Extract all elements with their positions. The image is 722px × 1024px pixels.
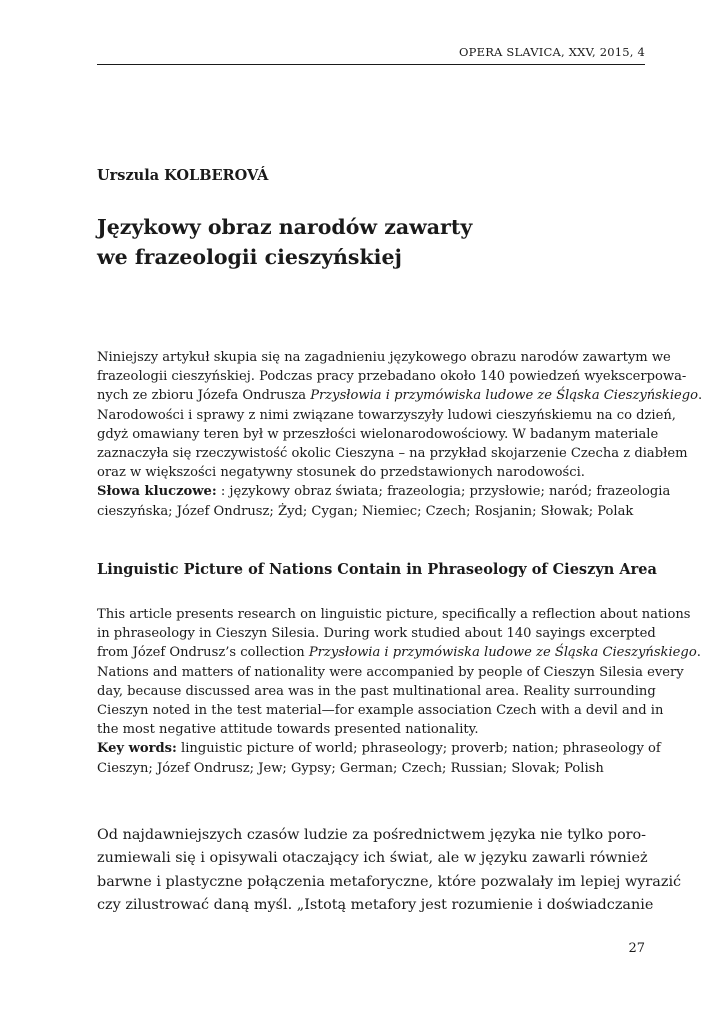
abstract-line [97, 643, 701, 662]
abstract-english [97, 605, 701, 778]
abstract-line: Narodowości i sprawy z nimi związane towarzyszyły ludowi cieszyńskiemu na co dzień, [97, 407, 676, 423]
abstract-line: the most negative attitude towards presented nationality. [97, 722, 479, 738]
title-line: Językowy obraz narodów zawarty [97, 215, 473, 239]
abstract-line: frazeologii cieszyńskiej. Podczas pracy przebadano około 140 powiedzeń wyekscerpowa- [97, 369, 687, 385]
body-line: barwne i plastyczne połączenia metaforyczne, które pozwalały im lepiej wyrazić [97, 873, 682, 890]
abstract-line: zaznaczyła się rzeczywistość okolic Cieszyna – na przykład skojarzenie Czecha z diabłem [97, 446, 688, 462]
page-number: 27 [628, 941, 645, 956]
document-page [97, 0, 703, 1024]
body-line: czy zilustrować daną myśl. „Istotą metafory jest rozumienie i doświadczanie [97, 896, 654, 913]
abstract-line: gdyż omawiany teren był w przeszłości wielonarodowościowy. W badanym materiale [97, 426, 659, 442]
keywords-line [97, 482, 671, 501]
abstract-line [97, 386, 703, 405]
title-line: we frazeologii cieszyńskiej [97, 245, 402, 269]
header-rule [97, 64, 645, 65]
abstract-line: Cieszyn noted in the test material—for example association Czech with a devil and in [97, 703, 664, 719]
english-title: Linguistic Picture of Nations Contain in Phraseology of Cieszyn Area [97, 561, 657, 578]
abstract-text: from Józef Ondrusz’s collection [97, 645, 309, 661]
keywords-line [97, 739, 661, 758]
body-paragraph [97, 824, 682, 917]
article-title [97, 212, 472, 272]
abstract-text: nych ze zbioru Józefa Ondrusza [97, 388, 311, 404]
keywords-text: linguistic picture of world; phraseology; proverb; nation; phraseology of [176, 741, 661, 757]
source-title: Przysłowia i przymówiska ludowe ze Śląska Cieszyńskiego [310, 388, 699, 404]
abstract-line: oraz w większości negatywny stosunek do przedstawionych narodowości. [97, 465, 585, 481]
author-name: Urszula KOLBEROVÁ [97, 167, 269, 184]
keywords-text: : językowy obraz świata; frazeologia; przysłowie; naród; frazeologia [216, 484, 671, 500]
abstract-line: Nations and matters of nationality were accompanied by people of Cieszyn Silesia every [97, 664, 684, 680]
abstract-polish [97, 348, 703, 521]
keywords-label: Key words: [97, 741, 177, 757]
body-line: zumiewali się i opisywali otaczający ich świat, ale w języku zawarli również [97, 850, 648, 867]
abstract-text: . [696, 645, 701, 661]
abstract-line: This article presents research on linguistic picture, specifically a reflection about nations [97, 607, 691, 622]
keywords-label: Słowa kluczowe: [97, 484, 217, 500]
source-title: Przysłowia i przymówiska ludowe ze Śląska Cieszyńskiego [308, 645, 697, 661]
keywords-line: Cieszyn; Józef Ondrusz; Jew; Gypsy; German; Czech; Russian; Slovak; Polish [97, 760, 604, 776]
abstract-line: day, because discussed area was in the past multinational area. Reality surrounding [97, 683, 656, 699]
running-head: OPERA SLAVICA, XXV, 2015, 4 [459, 45, 645, 59]
keywords-line: cieszyńska; Józef Ondrusz; Żyd; Cygan; Niemiec; Czech; Rosjanin; Słowak; Polak [97, 503, 634, 519]
abstract-line: Niniejszy artykuł skupia się na zagadnieniu językowego obrazu narodów zawartym we [97, 350, 671, 365]
body-line: Od najdawniejszych czasów ludzie za pośrednictwem języka nie tylko poro- [97, 827, 647, 843]
abstract-line: in phraseology in Cieszyn Silesia. During work studied about 140 sayings excerpted [97, 626, 656, 642]
abstract-text: . [698, 388, 703, 404]
